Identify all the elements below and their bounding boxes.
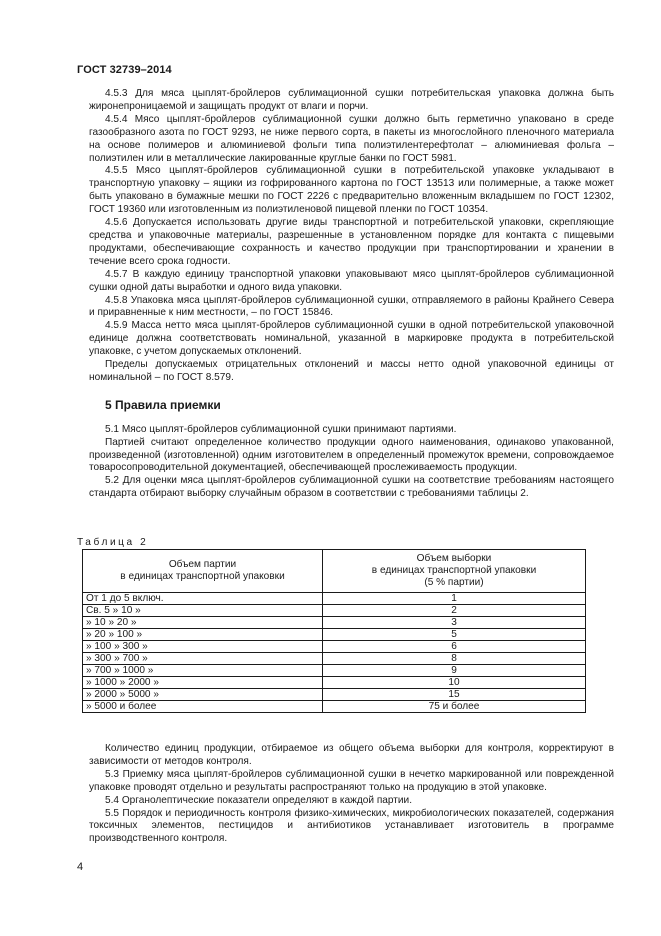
paragraph-5-1: 5.1 Мясо цыплят-бройлеров сублимационной сушки принимают партиями. bbox=[105, 423, 457, 435]
cell-sample: 15 bbox=[323, 689, 586, 701]
cell-lot: » 700 » 1000 » bbox=[83, 665, 323, 677]
cell-sample: 8 bbox=[323, 653, 586, 665]
cell-lot: » 10 » 20 » bbox=[83, 617, 323, 629]
cell-lot: » 5000 и более bbox=[83, 701, 323, 713]
table-row bbox=[83, 689, 586, 701]
header-lot-line2: в единицах транспортной упаковки bbox=[120, 571, 285, 582]
cell-sample: 5 bbox=[323, 629, 586, 641]
cell-sample: 3 bbox=[323, 617, 586, 629]
table-row bbox=[83, 641, 586, 653]
bottom-body-text bbox=[89, 743, 614, 846]
cell-sample: 2 bbox=[323, 605, 586, 617]
header-sample-line2: в единицах транспортной упаковки bbox=[371, 565, 537, 576]
table-row bbox=[83, 665, 586, 677]
document-header: ГОСТ 32739–2014 bbox=[77, 64, 172, 76]
paragraph-sample-count: Количество единиц продукции, отбираемое из общего объема выборки для контроля, корректируют в зависимости от методов контроля. bbox=[89, 743, 614, 767]
cell-sample: 9 bbox=[323, 665, 586, 677]
cell-sample: 1 bbox=[323, 593, 586, 605]
table-row bbox=[83, 677, 586, 689]
table-header-row bbox=[83, 550, 586, 593]
table-caption: Таблица 2 bbox=[77, 537, 149, 548]
table-row bbox=[83, 605, 586, 617]
table-row bbox=[83, 629, 586, 641]
section-title: 5 Правила приемки bbox=[105, 397, 221, 412]
cell-sample: 75 и более bbox=[323, 701, 586, 713]
header-lot-size bbox=[83, 550, 323, 593]
header-lot-line1: Объем партии bbox=[168, 559, 237, 570]
sampling-table bbox=[82, 549, 586, 713]
cell-lot: » 20 » 100 » bbox=[83, 629, 323, 641]
table-row bbox=[83, 653, 586, 665]
top-body-text bbox=[89, 88, 614, 501]
cell-lot: От 1 до 5 включ. bbox=[83, 593, 323, 605]
table-row bbox=[83, 701, 586, 713]
paragraph-5-2: 5.2 Для оценки мяса цыплят-бройлеров сублимационной сушки на соответствие требованиям настоящего стандарта отбирают выборку случайным образом в соответствии с требованиями таблицы 2. bbox=[89, 475, 614, 500]
table-row bbox=[83, 617, 586, 629]
cell-lot: » 1000 » 2000 » bbox=[83, 677, 323, 689]
paragraph-4-5-7: 4.5.7 В каждую единицу транспортной упаковки упаковывают мясо цыплят-бройлеров сублимационной сушки одной даты выработки и одного вида упаковки. bbox=[89, 268, 614, 293]
paragraph-tolerance: Пределы допускаемых отрицательных отклонений и массы нетто одной упаковочной единицы от номинальной – по ГОСТ 8.579. bbox=[89, 359, 614, 383]
paragraph-4-5-9: 4.5.9 Масса нетто мяса цыплят-бройлеров сублимационной сушки в одной потребительской упаковочной единице должна соответствовать номинальной, указанной в маркировке продукта в потребительской упаковке, с учетом допускаемых отклонений. bbox=[89, 320, 614, 358]
cell-sample: 10 bbox=[323, 677, 586, 689]
paragraph-4-5-5: 4.5.5 Мясо цыплят-бройлеров сублимационной сушки в потребительской упаковке укладывают в транспортную упаковку – ящики из гофрированного картона по ГОСТ 13513 или полимерные, а также может быть упаковано в бумажные мешки по ГОСТ 2226 с предварительно вложенным вкладышем по ГОСТ 12302, ГОСТ 19360 или изготовленным из полиэтиленовой пищевой пленки по ГОСТ 10354. bbox=[89, 165, 614, 216]
header-sample-size bbox=[323, 550, 586, 593]
header-sample-line1: Объем выборки bbox=[416, 553, 492, 564]
paragraph-batch-definition: Партией считают определенное количество продукции одного наименования, одинаково упакованной, произведенной (изготовленной) одним изготовителем в определенный промежуток времени, сопровождаемое товаросопроводительной документацией, обеспечивающей прослеживаемость продукции. bbox=[89, 436, 614, 474]
header-sample-line3: (5 % партии) bbox=[424, 577, 484, 588]
cell-lot: Св. 5 » 10 » bbox=[83, 605, 323, 617]
paragraph-4-5-3: 4.5.3 Для мяса цыплят-бройлеров сублимационной сушки потребительская упаковка должна быть жиронепроницаемой и защищать продукт от влаги и порчи. bbox=[89, 88, 614, 112]
paragraph-5-3: 5.3 Приемку мяса цыплят-бройлеров сублимационной сушки в нечетко маркированной или поврежденной упаковке проводят отдельно и результаты распространяют только на продукцию в этой упаковке. bbox=[89, 768, 614, 793]
paragraph-4-5-8: 4.5.8 Упаковка мяса цыплят-бройлеров сублимационной сушки, отправляемого в районы Крайнего Севера и приравненные к ним местности, – по ГОСТ 15846. bbox=[89, 294, 614, 319]
cell-lot: » 100 » 300 » bbox=[83, 641, 323, 653]
cell-sample: 6 bbox=[323, 641, 586, 653]
cell-lot: » 300 » 700 » bbox=[83, 653, 323, 665]
paragraph-5-5: 5.5 Порядок и периодичность контроля физико-химических, микробиологических показателей, содержания токсичных элементов, пестицидов и антибиотиков устанавливает изготовитель в программе производственного контроля. bbox=[89, 807, 614, 845]
paragraph-4-5-4: 4.5.4 Мясо цыплят-бройлеров сублимационной сушки должно быть герметично упаковано в среде газообразного азота по ГОСТ 9293, не ниже первого сорта, в пакеты из многослойного пленочного материала на основе полимеров и алюминиевой фольги типа полиэтилентерефтолат – алюминиевая фольга – полиэтилен или в металлические лакированные круглые банки по ГОСТ 5981. bbox=[89, 113, 614, 164]
cell-lot: » 2000 » 5000 » bbox=[83, 689, 323, 701]
paragraph-4-5-6: 4.5.6 Допускается использовать другие виды транспортной и потребительской упаковки, скрепляющие средства и упаковочные материалы, разрешенные в установленном порядке для контакта с пищевыми продуктами, обеспечивающие сохранность и качество продукции при транспортировании и хранении в течение всего срока годности. bbox=[89, 217, 614, 267]
paragraph-5-4: 5.4 Органолептические показатели определяют в каждой партии. bbox=[105, 794, 412, 806]
table-row bbox=[83, 593, 586, 605]
page-number: 4 bbox=[77, 861, 84, 873]
